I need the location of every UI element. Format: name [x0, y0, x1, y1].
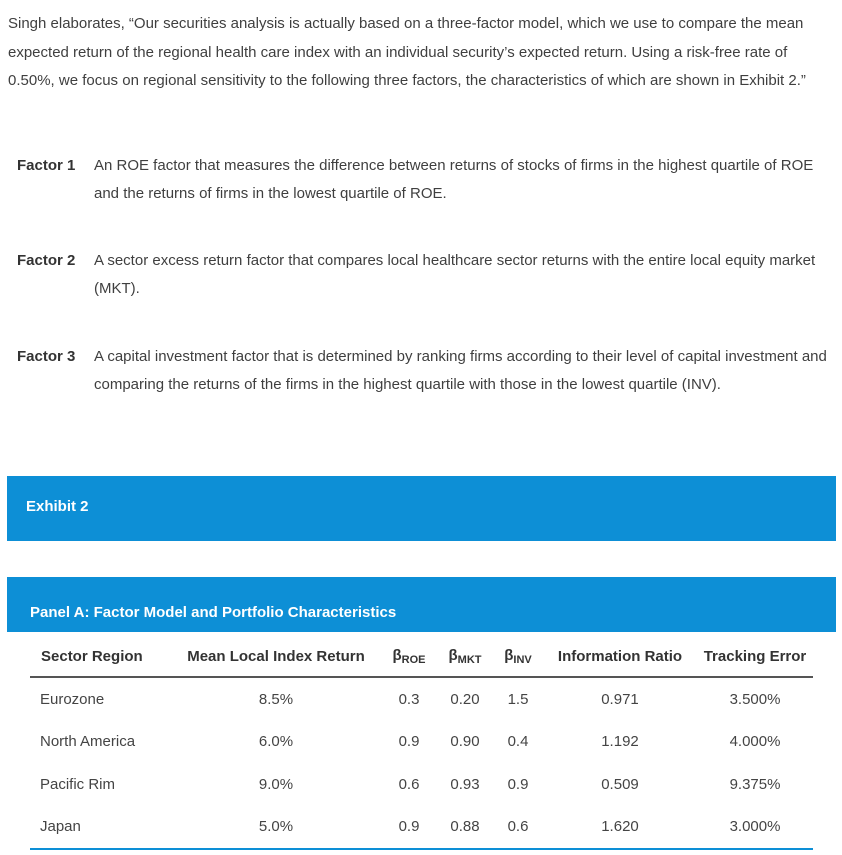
cell-information-ratio: 1.620 [543, 806, 697, 850]
cell-beta-inv: 1.5 [507, 690, 529, 708]
cell-sector: Eurozone [40, 690, 105, 708]
table-row [30, 806, 813, 850]
cell-beta-roe: 0.9 [398, 733, 420, 751]
exhibit-title: Exhibit 2 [26, 498, 89, 515]
header-sector-region: Sector Region [30, 636, 171, 677]
cell-beta-inv: 0.6 [493, 806, 543, 850]
panel-header [7, 577, 836, 632]
cell-beta-mkt: 0.90 [450, 733, 480, 751]
cell-beta-inv: 0.4 [507, 733, 529, 751]
cell-mean-return: 5.0% [171, 806, 381, 850]
cell-sector: North America [40, 733, 136, 751]
table-header-row [30, 636, 813, 677]
cell-mean-return: 6.0% [258, 733, 294, 751]
header-beta-inv: $\beta_{INV}$ [493, 636, 543, 677]
cell-tracking-error: 3.000% [697, 806, 813, 850]
cell-information-ratio: 1.192 [601, 733, 639, 751]
factor-description: A sector excess return factor that compares local healthcare sector returns with the entire local equity market (MKT). [94, 252, 816, 297]
factor-2 [17, 247, 827, 303]
header-information-ratio: Information Ratio [543, 636, 697, 677]
cell-beta-inv: 0.9 [507, 775, 529, 793]
cell-tracking-error: 4.000% [729, 733, 781, 751]
header-beta-roe: $\beta_{ROE}$ [381, 636, 437, 677]
cell-tracking-error: 3.500% [729, 690, 781, 708]
table-row [30, 677, 813, 721]
table-row [30, 721, 813, 764]
factor-label: Factor 3 [17, 348, 76, 365]
cell-mean-return: 9.0% [258, 775, 294, 793]
factor-3 [17, 343, 827, 399]
cell-beta-mkt: 0.20 [450, 690, 480, 708]
factor-label: Factor 1 [17, 157, 76, 174]
cell-beta-roe: 0.9 [381, 806, 437, 850]
cell-mean-return: 8.5% [258, 690, 294, 708]
cell-beta-mkt: 0.93 [450, 775, 480, 793]
exhibit-banner [7, 476, 836, 541]
cell-sector: Japan [30, 806, 171, 850]
cell-information-ratio: 0.509 [601, 775, 639, 793]
header-tracking-error: Tracking Error [697, 636, 813, 677]
cell-beta-roe: 0.6 [398, 775, 420, 793]
cell-sector: Pacific Rim [40, 775, 116, 793]
cell-beta-roe: 0.3 [398, 690, 420, 708]
factor-1 [17, 152, 827, 208]
cell-information-ratio: 0.971 [601, 690, 639, 708]
header-beta-mkt: $\beta_{MKT}$ [437, 636, 493, 677]
cell-beta-mkt: 0.88 [437, 806, 493, 850]
factor-label: Factor 2 [17, 252, 76, 269]
intro-paragraph: Singh elaborates, “Our securities analysis is actually based on a three-factor model, which we use to compare the mean expected return of the regional health care index with an individual security’s expected return. Using a risk-free rate of 0.50%, we focus on regional sensitivity to the following three factors, the characteristics of which are shown in Exhibit 2.” [8, 15, 806, 89]
factor-table [30, 636, 813, 850]
factor-description: A capital investment factor that is determined by ranking firms according to their level of capital investment and comparing the returns of the firms in the highest quartile with those in the lowest quartile (INV). [94, 348, 827, 393]
table-row [30, 763, 813, 806]
cell-tracking-error: 9.375% [729, 775, 781, 793]
panel-title: Panel A: Factor Model and Portfolio Characteristics [30, 604, 397, 621]
header-mean-return: Mean Local Index Return [171, 636, 381, 677]
factor-description: An ROE factor that measures the difference between returns of stocks of firms in the highest quartile of ROE and the returns of firms in the lowest quartile of ROE. [94, 157, 814, 202]
